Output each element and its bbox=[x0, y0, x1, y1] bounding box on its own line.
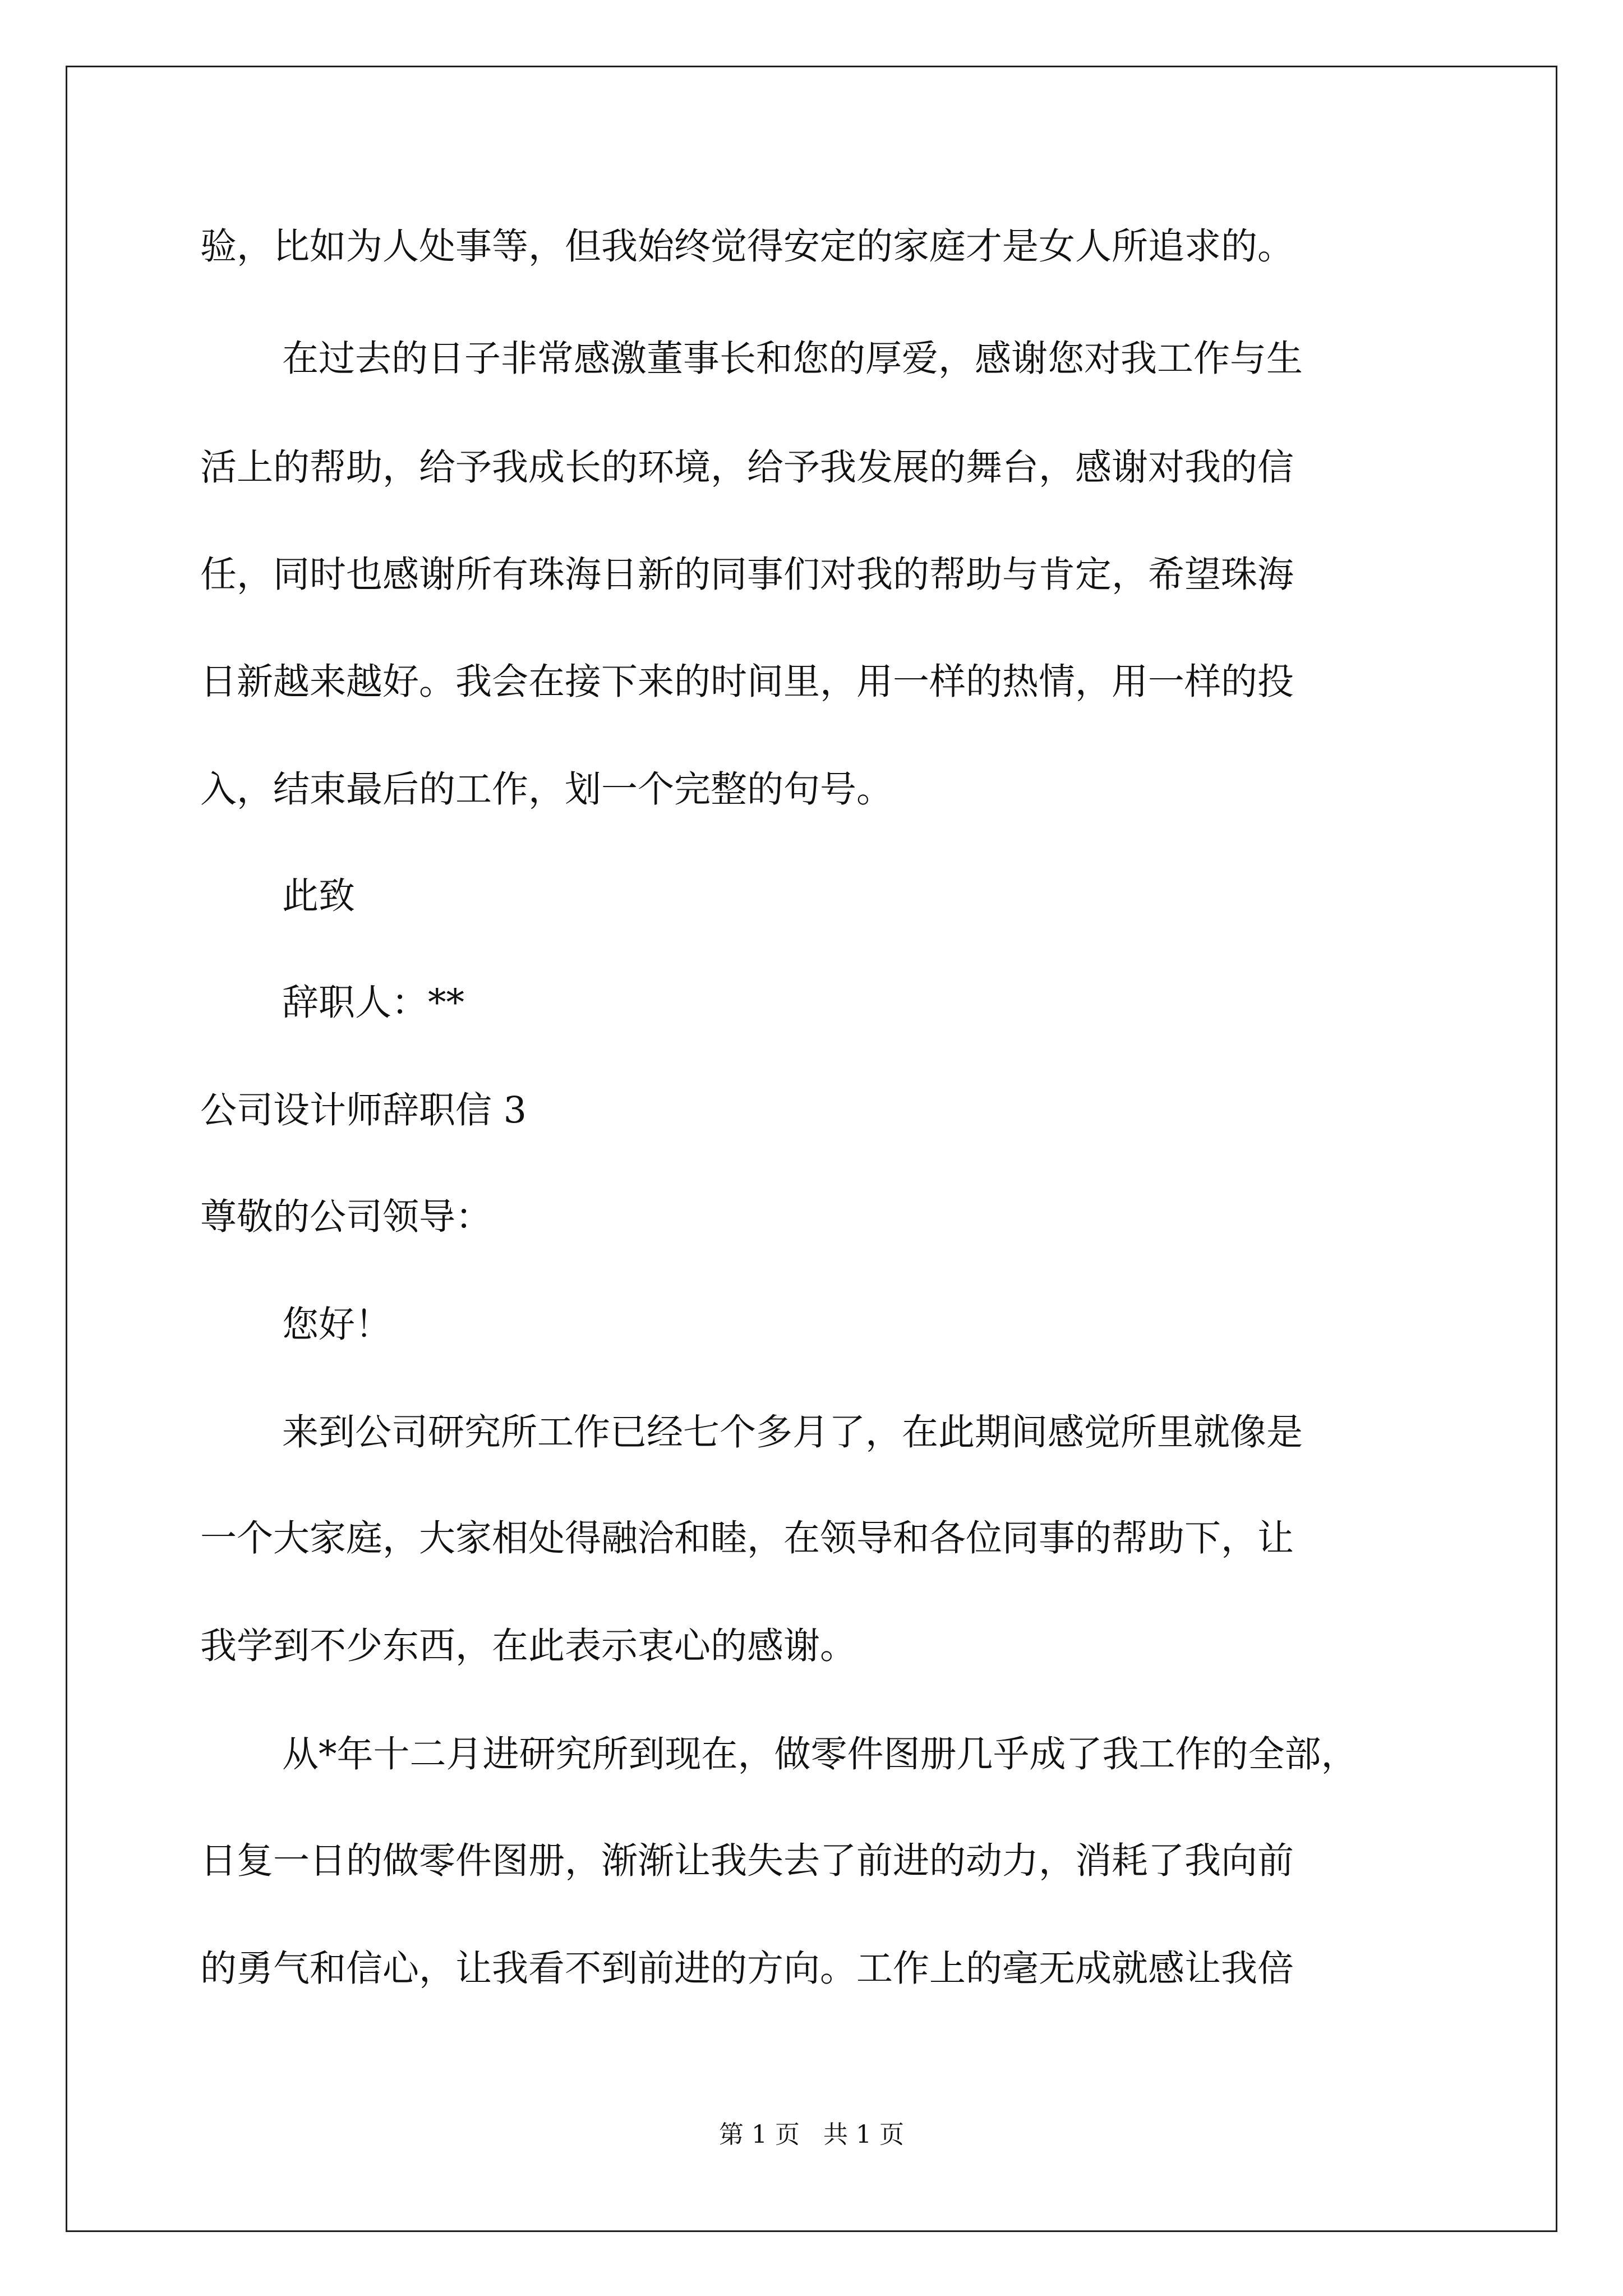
salutation-greeting: 尊敬的公司领导： bbox=[200, 1196, 492, 1238]
paragraph-first-line: 在过去的日子非常感激董事长和您的厚爱，感谢您对我工作与生 bbox=[282, 338, 1303, 380]
signature-line: 辞职人：** bbox=[282, 982, 465, 1024]
text-line: 任，同时也感谢所有珠海日新的同事们对我的帮助与肯定，希望珠海 bbox=[200, 554, 1294, 596]
text-line: 一个大家庭，大家相处得融洽和睦，在领导和各位同事的帮助下，让 bbox=[200, 1517, 1294, 1559]
salutation-closing: 此致 bbox=[282, 875, 356, 917]
greeting-line: 您好！ bbox=[282, 1304, 392, 1346]
paragraph-first-line: 来到公司研究所工作已经七个多月了，在此期间感觉所里就像是 bbox=[282, 1411, 1303, 1453]
text-line: 日新越来越好。我会在接下来的时间里，用一样的热情，用一样的投 bbox=[200, 661, 1294, 703]
text-line: 日复一日的做零件图册，渐渐让我失去了前进的动力，消耗了我向前 bbox=[200, 1840, 1294, 1882]
text-line: 活上的帮助，给予我成长的环境，给予我发展的舞台，感谢对我的信 bbox=[200, 447, 1294, 489]
text-line: 入，结束最后的工作，划一个完整的句号。 bbox=[200, 769, 893, 811]
text-line: 的勇气和信心，让我看不到前进的方向。工作上的毫无成就感让我倍 bbox=[200, 1948, 1294, 1990]
text-line: 我学到不少东西，在此表示衷心的感谢。 bbox=[200, 1625, 857, 1667]
text-line: 验，比如为人处事等，但我始终觉得安定的家庭才是女人所追求的。 bbox=[200, 226, 1294, 268]
page-border bbox=[66, 66, 1557, 2232]
section-title: 公司设计师辞职信 3 bbox=[200, 1089, 527, 1131]
paragraph-first-line: 从*年十二月进研究所到现在，做零件图册几乎成了我工作的全部， bbox=[282, 1733, 1358, 1775]
page-number-footer: 第 1 页 共 1 页 bbox=[719, 2120, 904, 2149]
